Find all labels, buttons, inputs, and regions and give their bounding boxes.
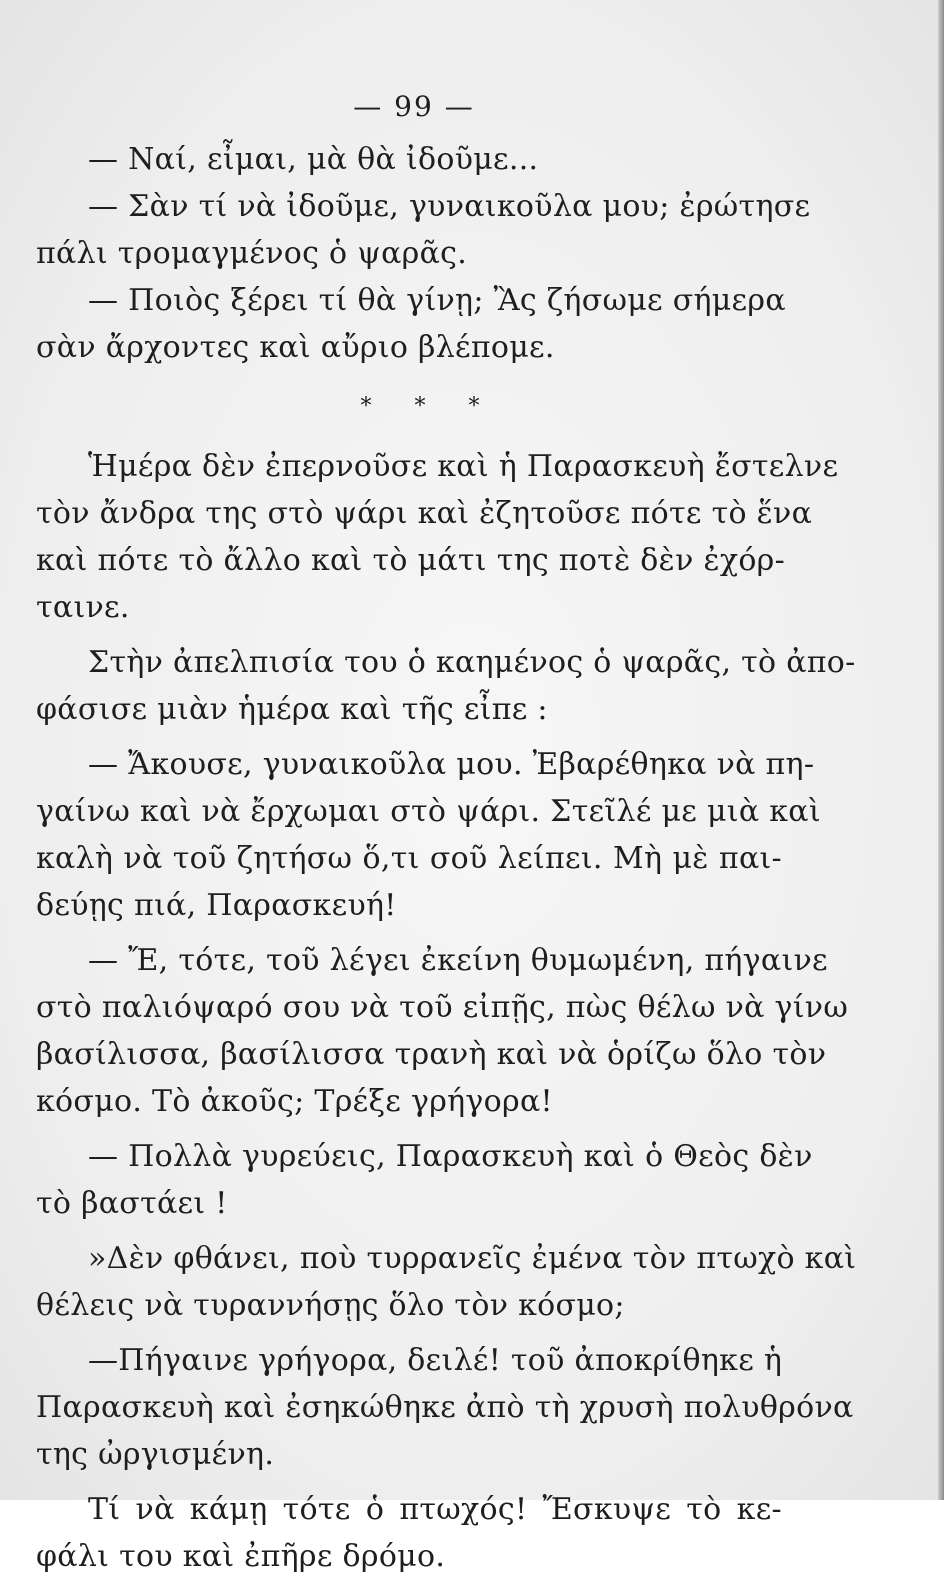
text-line: Τί νὰ κάμῃ τότε ὁ πτωχός! Ἔσκυψε τὸ κε-: [88, 1492, 782, 1527]
text-line: — Ἄκουσε, γυναικοῦλα μου. Ἐβαρέθηκα νὰ πη-: [88, 747, 815, 782]
text-line: θέλεις νὰ τυραννήσῃς ὅλο τὸν κόσμο;: [36, 1288, 625, 1323]
text-line: — Ἔ, τότε, τοῦ λέγει ἐκείνη θυμωμένη, πήγαινε: [88, 943, 828, 978]
text-line: φάσισε μιὰν ἡμέρα καὶ τῆς εἶπε :: [36, 692, 548, 727]
text-line: —Πήγαινε γρήγορα, δειλέ! τοῦ ἀποκρίθηκε ἡ: [88, 1343, 783, 1378]
page-number: — 99 —: [353, 90, 475, 123]
text-line: τὸ βαστάει !: [36, 1186, 228, 1221]
text-line: δεύῃς πιά, Παρασκευή!: [36, 888, 397, 923]
scan-edge: [938, 0, 944, 1500]
section-separator: * * *: [360, 394, 498, 419]
text-line: φάλι του καὶ ἐπῆρε δρόμο.: [36, 1539, 446, 1574]
text-line: στὸ παλιόψαρό σου νὰ τοῦ εἰπῇς, πὼς θέλω νὰ γίνω: [36, 990, 849, 1025]
text-line: — Πολλὰ γυρεύεις, Παρασκευὴ καὶ ὁ Θεὸς δὲν: [88, 1139, 813, 1174]
text-line: σὰν ἄρχοντες καὶ αὔριο βλέπομε.: [36, 330, 555, 365]
text-line: κόσμο. Τὸ ἀκοῦς; Τρέξε γρήγορα!: [36, 1084, 553, 1119]
text-line: της ὠργισμένη.: [36, 1437, 275, 1472]
text-line: Ἡμέρα δὲν ἐπερνοῦσε καὶ ἡ Παρασκευὴ ἔστελνε: [88, 449, 839, 484]
text-line: πάλι τρομαγμένος ὁ ψαρᾶς.: [36, 236, 468, 271]
text-line: καὶ πότε τὸ ἄλλο καὶ τὸ μάτι της ποτὲ δὲν ἐχόρ-: [36, 543, 786, 578]
paragraph-group-after-separator: [36, 443, 857, 1580]
text-line: — Ναί, εἶμαι, μὰ θὰ ἰδοῦμε...: [88, 142, 539, 177]
text-line: καλὴ νὰ τοῦ ζητήσω ὅ,τι σοῦ λείπει. Μὴ μὲ παι-: [36, 841, 782, 876]
text-line: Παρασκευὴ καὶ ἐσηκώθηκε ἀπὸ τὴ χρυσὴ πολυθρόνα: [36, 1390, 854, 1425]
text-line: — Σὰν τί νὰ ἰδοῦμε, γυναικοῦλα μου; ἐρώτησε: [88, 189, 811, 224]
text-line: βασίλισσα, βασίλισσα τρανὴ καὶ νὰ ὁρίζω ὅλο τὸν: [36, 1037, 827, 1072]
text-line: ταινε.: [36, 590, 130, 625]
text-block: [36, 78, 857, 1580]
text-line: γαίνω καὶ νὰ ἔρχωμαι στὸ ψάρι. Στεῖλέ με μιὰ καὶ: [36, 794, 821, 829]
text-line: Στὴν ἀπελπισία του ὁ καημένος ὁ ψαρᾶς, τὸ ἀπο-: [88, 645, 856, 680]
text-line: — Ποιὸς ξέρει τί θὰ γίνῃ; Ἂς ζήσωμε σήμερα: [88, 283, 786, 318]
text-line: τὸν ἄνδρα της στὸ ψάρι καὶ ἐζητοῦσε πότε τὸ ἕνα: [36, 496, 813, 531]
paragraph-group-before-separator: [36, 136, 811, 371]
text-line: »Δὲν φθάνει, ποὺ τυρρανεῖς ἐμένα τὸν πτωχὸ καὶ: [88, 1241, 857, 1276]
